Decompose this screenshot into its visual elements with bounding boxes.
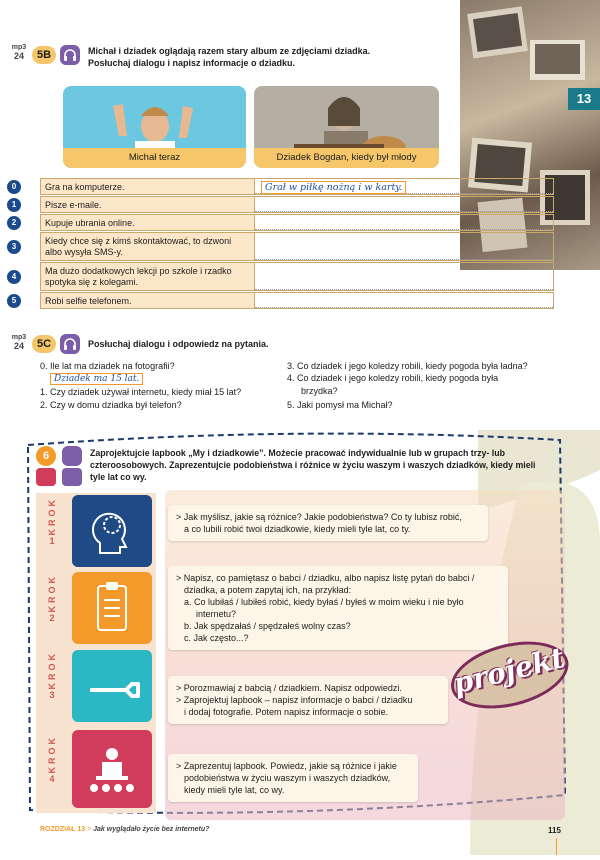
photo-grandpa-young [254,86,439,168]
table-row [11,214,554,231]
exercise-5c-instruction: Posłuchaj dialogu i odpowiedz na pytania. [88,339,269,349]
row-statement: Pisze e-maile. [41,197,255,212]
question-5: 5. Jaki pomysł ma Michał? [287,400,393,410]
clipboard-icon [72,572,152,644]
row-number: 4 [7,270,21,284]
step-label: KROK 2 [47,574,57,623]
table-row [11,196,554,213]
step-label: KROK 3 [47,651,57,700]
page-number: 115 [548,826,561,835]
row-number: 1 [7,198,21,212]
headphones-icon[interactable] [60,45,80,65]
example-answer: Dziadek ma 15 lat. [50,373,143,385]
step-label: KROK 1 [47,497,57,546]
table-row [11,232,554,261]
answer-field[interactable] [255,233,553,260]
projekt-stamp: projekt [432,620,587,731]
row-number: 5 [7,294,21,308]
group-work-icon [62,446,82,466]
question-4-cont: brzydka? [301,386,338,396]
exercise-number-5c: 5C [32,335,56,353]
headphones-icon[interactable] [60,334,80,354]
answer-field[interactable] [255,215,553,230]
answer-field[interactable] [255,197,553,212]
row-statement: Robi selfie telefonem. [41,293,255,308]
chapter-badge: 13 [568,88,600,110]
exercise-number-5b: 5B [32,46,56,64]
table-row [11,262,554,291]
pencil-icon [62,468,82,486]
presentation-icon [72,730,152,808]
footer-breadcrumb: ROZDZIAŁ 13 > Jak wyglądało życie bez internetu? [40,826,210,833]
table-row [11,178,554,195]
answer-field[interactable] [255,263,553,290]
row-number: 3 [7,240,21,254]
page-marker [556,838,557,855]
step-1-text: > Jak myślisz, jakie są różnice? Jakie podobieństwa? Co ty lubisz robić, a co lubili robić twoi dziadkowie, kiedy mieli tyle lat, co ty. [168,505,488,541]
step-2-text: > Napisz, co pamiętasz o babci / dziadku, albo napisz listę pytań do babci / dziadka, a potem zapytaj ich, na przykład: a. Co lubiłaś / lubiłeś robić, kiedy byłaś / byłeś w moim wieku i nie było internetu? b. Jak spędzałaś / spędzałeś wolny czas? c. Jak często...? [168,566,508,650]
speaking-icon [36,468,56,486]
photo-caption-grandpa: Dziadek Bogdan, kiedy był młody [254,148,439,168]
answer-field[interactable] [255,293,553,308]
exercise-5b-instruction: Michał i dziadek oglądają razem stary album ze zdjęciami dziadka. Posłuchaj dialogu i napisz informacje o dziadku. [88,46,371,68]
brain-head-icon [72,495,152,567]
step-label: KROK 4 [47,735,57,784]
mp3-label: mp3 24 [11,44,27,61]
row-statement: Kupuje ubrania online. [41,215,255,230]
wrench-icon [72,650,152,722]
row-statement: Gra na komputerze. [41,179,255,194]
step-4-text: > Zaprezentuj lapbook. Powiedz, jakie są różnice i jakie podobieństwa w życiu waszym i waszych dziadków, kiedy mieli tyle lat, co wy. [168,754,418,802]
photo-michal-now [63,86,246,168]
step-3-text: > Porozmawiaj z babcią / dziadkiem. Napisz odpowiedzi. > Zaprojektuj lapbook – napisz informacje o babci / dziadku i dodaj fotografie. Potem napisz informacje o sobie. [168,676,448,724]
exercise-6-instruction: Zaprojektujcie lapbook „My i dziadkowie”. Możecie pracować indywidualnie lub w grupach trzy- lub czteroosobowych. Zaprezentujcie podobieństwa i różnice w życiu waszym i waszych dziadków, kiedy mieli tyle lat co wy. [90,448,536,482]
example-answer: Grał w piłkę nożną i w karty. [261,181,406,194]
question-4: 4. Co dziadek i jego koledzy robili, kiedy pogoda była [287,373,499,383]
row-statement: Ma dużo dodatkowych lekcji po szkole i rzadko spotyka się z kolegami. [41,263,255,290]
answer-field[interactable] [255,179,553,194]
question-1: 1. Czy dziadek używał internetu, kiedy miał 15 lat? [40,387,242,397]
question-0: 0. Ile lat ma dziadek na fotografii? [40,361,175,371]
table-row [11,292,554,309]
question-2: 2. Czy w domu dziadka był telefon? [40,400,182,410]
row-number: 0 [7,180,21,194]
question-3: 3. Co dziadek i jego koledzy robili, kiedy pogoda była ładna? [287,361,528,371]
row-statement: Kiedy chce się z kimś skontaktować, to dzwoni albo wysyła SMS-y. [41,233,255,260]
photo-caption-michal: Michał teraz [63,148,246,168]
mp3-label: mp3 24 [11,334,27,351]
exercise-number-6: 6 [36,446,56,466]
row-number: 2 [7,216,21,230]
